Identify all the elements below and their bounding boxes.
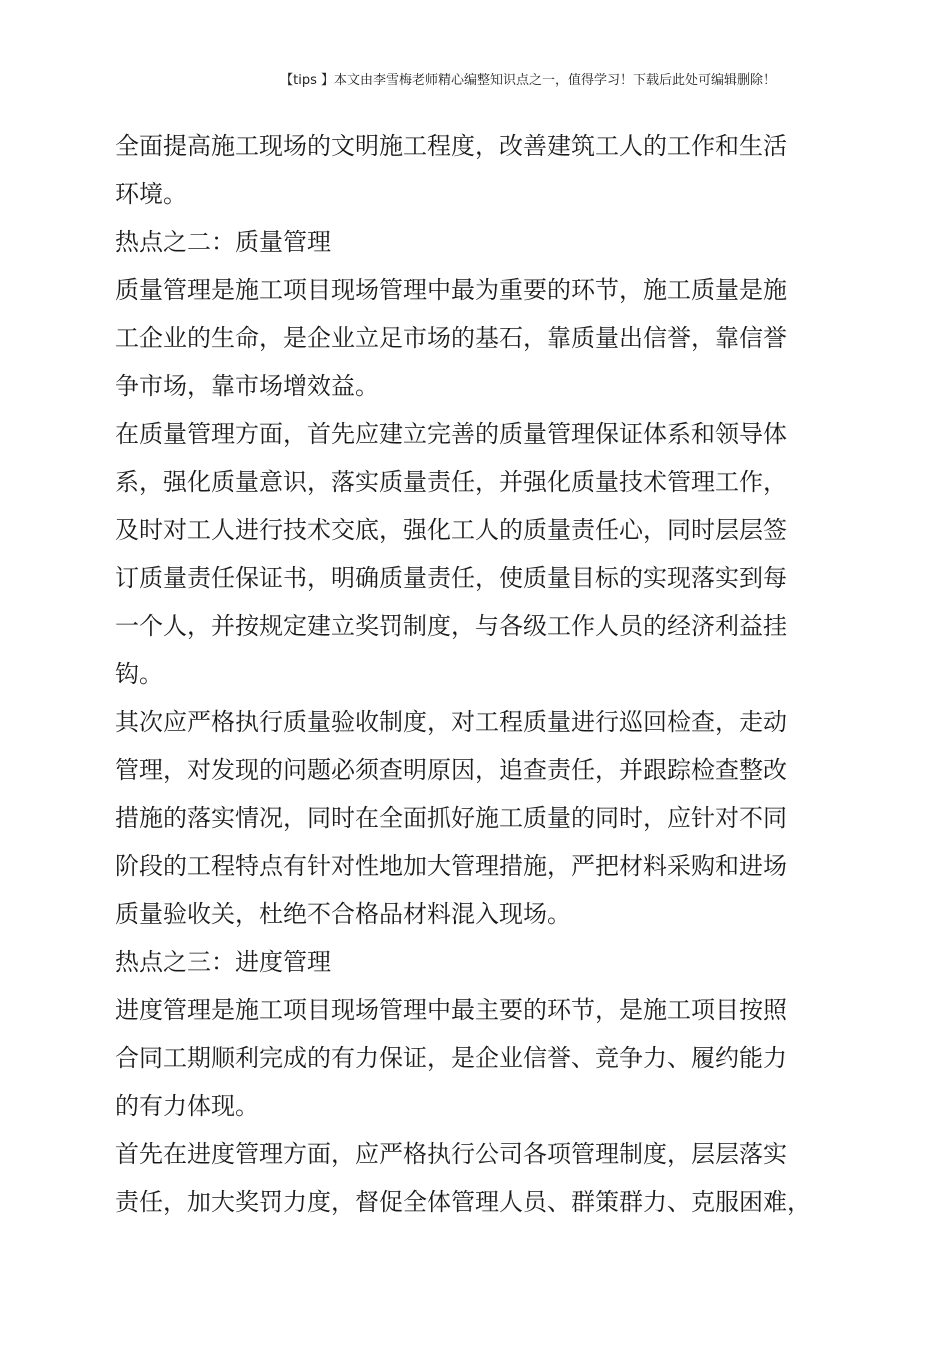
document-body — [115, 122, 811, 1226]
text-line: 合同工期顺利完成的有力保证，是企业信誉、竞争力、履约能力 — [115, 1044, 787, 1072]
text-line: 订质量责任保证书，明确质量责任，使质量目标的实现落实到每 — [115, 564, 787, 592]
text-line: 责任，加大奖罚力度，督促全体管理人员、群策群力、克服困难， — [115, 1188, 811, 1216]
section-heading-quality: 热点之二：质量管理 — [115, 228, 331, 256]
text-line: 系，强化质量意识，落实质量责任，并强化质量技术管理工作， — [115, 468, 787, 496]
text-line: 全面提高施工现场的文明施工程度，改善建筑工人的工作和生活 — [115, 132, 787, 160]
tips-header: 【tips 】本文由李雪梅老师精心编整知识点之一，值得学习！下载后此处可编辑删除！ — [280, 73, 776, 88]
text-line: 进度管理是施工项目现场管理中最主要的环节，是施工项目按照 — [115, 996, 787, 1024]
text-line: 环境。 — [115, 180, 187, 208]
text-line: 的有力体现。 — [115, 1092, 259, 1120]
text-line: 措施的落实情况，同时在全面抓好施工质量的同时，应针对不同 — [115, 804, 787, 832]
text-line: 管理，对发现的问题必须查明原因，追查责任，并跟踪检查整改 — [115, 756, 787, 784]
text-line: 质量管理是施工项目现场管理中最为重要的环节，施工质量是施 — [115, 276, 787, 304]
text-line: 质量验收关，杜绝不合格品材料混入现场。 — [115, 900, 571, 928]
section-heading-schedule: 热点之三：进度管理 — [115, 948, 331, 976]
text-line: 争市场，靠市场增效益。 — [115, 372, 379, 400]
text-line: 一个人，并按规定建立奖罚制度，与各级工作人员的经济利益挂 — [115, 612, 787, 640]
text-line: 工企业的生命，是企业立足市场的基石，靠质量出信誉，靠信誉 — [115, 324, 787, 352]
text-line: 首先在进度管理方面，应严格执行公司各项管理制度，层层落实 — [115, 1140, 787, 1168]
text-line: 在质量管理方面，首先应建立完善的质量管理保证体系和领导体 — [115, 420, 787, 448]
text-line: 其次应严格执行质量验收制度，对工程质量进行巡回检查，走动 — [115, 708, 787, 736]
text-line: 及时对工人进行技术交底，强化工人的质量责任心，同时层层签 — [115, 516, 787, 544]
text-line: 阶段的工程特点有针对性地加大管理措施，严把材料采购和进场 — [115, 852, 787, 880]
text-line: 钩。 — [115, 660, 163, 688]
